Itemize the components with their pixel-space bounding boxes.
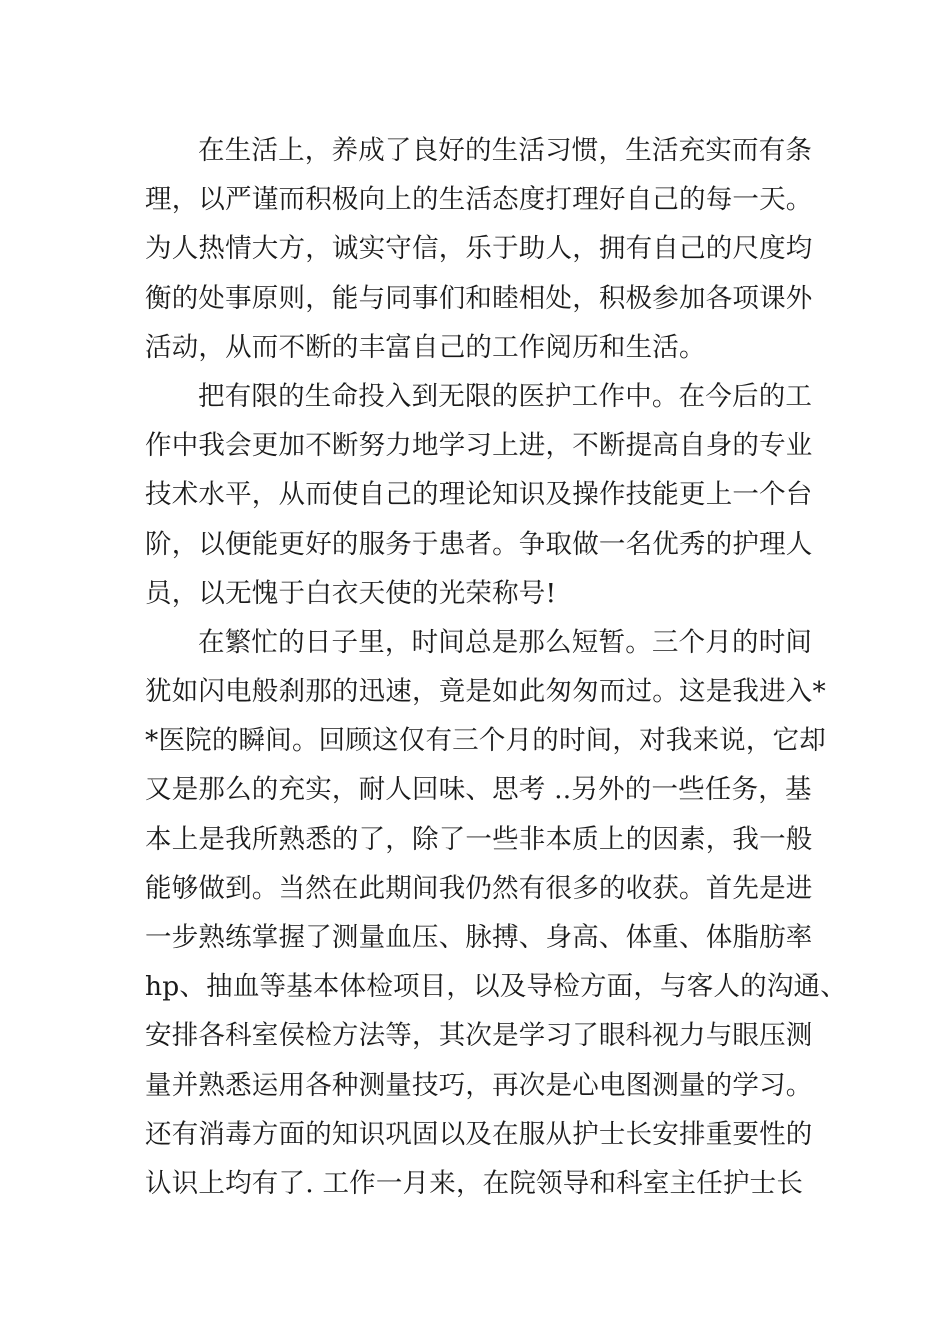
paragraph-3-line-5: 本上是我所熟悉的了，除了一些非本质上的因素，我一般 xyxy=(145,823,813,855)
paragraph-3-line-4: 又是那么的充实，耐人回味、思考 ..另外的一些任务，基 xyxy=(145,774,812,806)
paragraph-3-line-3: *医院的瞬间。回顾这仅有三个月的时间，对我来说，它却 xyxy=(145,725,826,757)
paragraph-3-line-11: 还有消毒方面的知识巩固以及在服从护士长安排重要性的 xyxy=(145,1118,813,1150)
paragraph-1-line-2: 理，以严谨而积极向上的生活态度打理好自己的每一天。 xyxy=(145,184,813,216)
paragraph-1-line-4: 衡的处事原则，能与同事们和睦相处，积极参加各项课外 xyxy=(145,282,813,314)
paragraph-1-line-3: 为人热情大方，诚实守信，乐于助人，拥有自己的尺度均 xyxy=(145,233,813,265)
paragraph-3-line-7: 一步熟练掌握了测量血压、脉搏、身高、体重、体脂肪率 xyxy=(145,922,813,953)
paragraph-3-line-12: 认识上均有了. 工作一月来，在院领导和科室主任护士长 xyxy=(145,1167,804,1199)
paragraph-2-line-1: 把有限的生命投入到无限的医护工作中。在今后的工 xyxy=(198,380,813,412)
paragraph-2-line-2: 作中我会更加不断努力地学习上进，不断提高自身的专业 xyxy=(145,430,813,462)
paragraph-1-line-5: 活动，从而不断的丰富自己的工作阅历和生活。 xyxy=(145,331,706,363)
paragraph-3-line-6: 能够做到。当然在此期间我仍然有很多的收获。首先是进 xyxy=(145,872,813,904)
paragraph-2-line-4: 阶，以便能更好的服务于患者。争取做一名优秀的护理人 xyxy=(145,528,813,560)
paragraph-3-line-1: 在繁忙的日子里，时间总是那么短暂。三个月的时间 xyxy=(198,626,813,658)
paragraph-2-line-5: 员，以无愧于白衣天使的光荣称号! xyxy=(145,577,557,609)
paragraph-3-line-8: hp、抽血等基本体检项目，以及导检方面，与客人的沟通、 xyxy=(145,971,847,1003)
paragraph-3-line-9: 安排各科室侯检方法等，其次是学习了眼科视力与眼压测 xyxy=(145,1020,813,1052)
paragraph-1-line-1: 在生活上，养成了良好的生活习惯，生活充实而有条 xyxy=(198,135,813,166)
paragraph-2-line-3: 技术水平，从而使自己的理论知识及操作技能更上一个台 xyxy=(145,479,813,511)
paragraph-3-line-10: 量并熟悉运用各种测量技巧，再次是心电图测量的学习。 xyxy=(145,1069,813,1101)
document-body xyxy=(145,126,847,1208)
paragraph-3-line-2: 犹如闪电般刹那的迅速，竟是如此匆匆而过。这是我进入* xyxy=(145,676,826,708)
